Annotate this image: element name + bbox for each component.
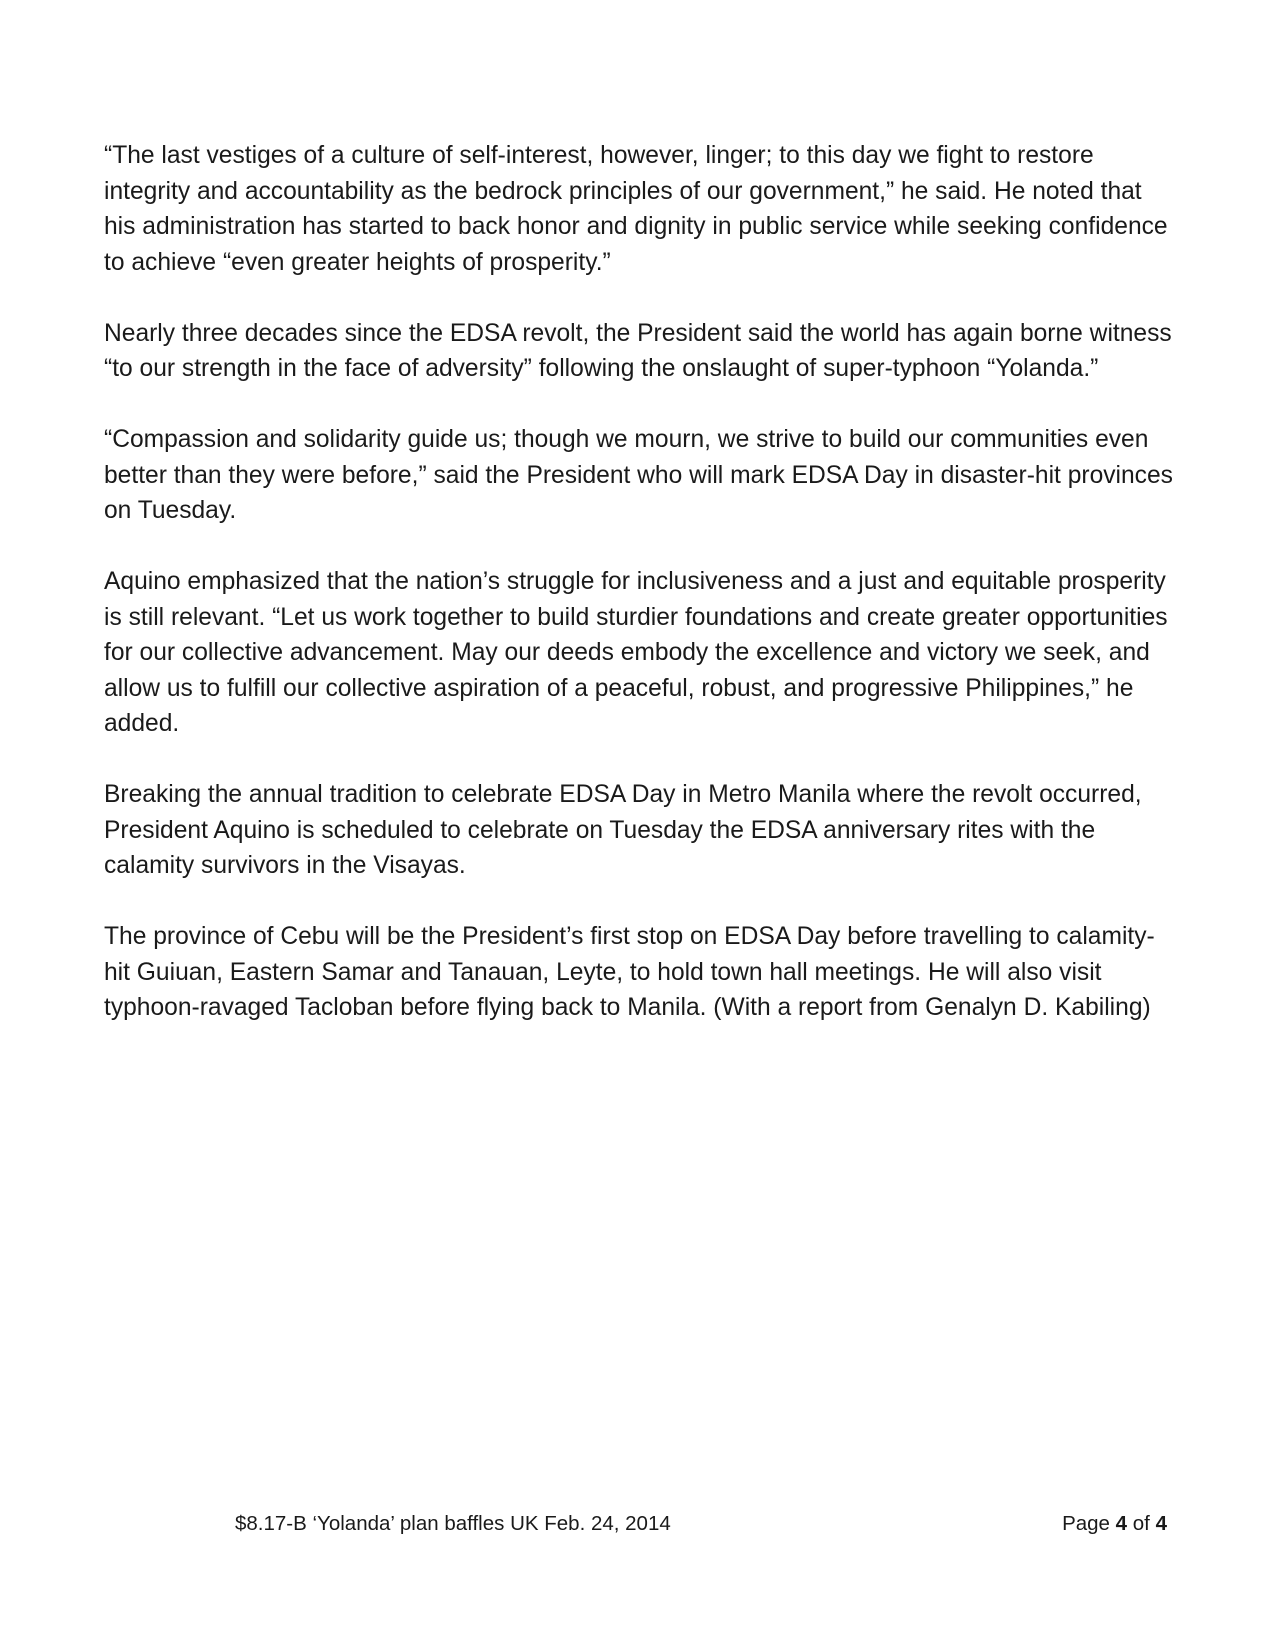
- document-body: [104, 138, 1179, 1061]
- paragraph: Nearly three decades since the EDSA revolt, the President said the world has again borne witness “to our strength in the face of adversity” following the onslaught of super-typhoon “Yolanda.”: [104, 319, 1172, 382]
- page-footer: [0, 1509, 1275, 1539]
- page-word: Page: [1062, 1512, 1110, 1535]
- paragraph: Aquino emphasized that the nation’s struggle for inclusiveness and a just and equitable prosperity is still relevant. “Let us work together to build sturdier foundations and create greater opportunities for our collective advancement. May our deeds embody the excellence and victory we seek, and allow us to fulfill our collective aspiration of a peaceful, robust, and progressive Philippines,” he added.: [104, 568, 1168, 737]
- footer-title: $8.17-B ‘Yolanda’ plan baffles UK Feb. 24, 2014: [235, 1512, 671, 1535]
- paragraph: The province of Cebu will be the President’s first stop on EDSA Day before travelling to calamity-hit Guiuan, Eastern Samar and Tanauan, Leyte, to hold town hall meetings. He will also visit typhoon-ravaged Tacloban before flying back to Manila. (With a report from Genalyn D. Kabiling): [104, 923, 1155, 1021]
- page-total: 4: [1155, 1512, 1167, 1535]
- of-word: of: [1132, 1512, 1150, 1535]
- paragraph: “The last vestiges of a culture of self-interest, however, linger; to this day we fight to restore integrity and accountability as the bedrock principles of our government,” he said. He noted that his administration has started to back honor and dignity in public service while seeking confidence to achieve “even greater heights of prosperity.”: [104, 142, 1168, 276]
- page-current: 4: [1115, 1512, 1128, 1535]
- paragraph: “Compassion and solidarity guide us; though we mourn, we strive to build our communities even better than they were before,” said the President who will mark EDSA Day in disaster-hit provinces on Tuesday.: [104, 426, 1173, 524]
- paragraph: Breaking the annual tradition to celebrate EDSA Day in Metro Manila where the revolt occurred, President Aquino is scheduled to celebrate on Tuesday the EDSA anniversary rites with the calamity survivors in the Visayas.: [104, 781, 1142, 879]
- page-number: [1062, 1509, 1167, 1539]
